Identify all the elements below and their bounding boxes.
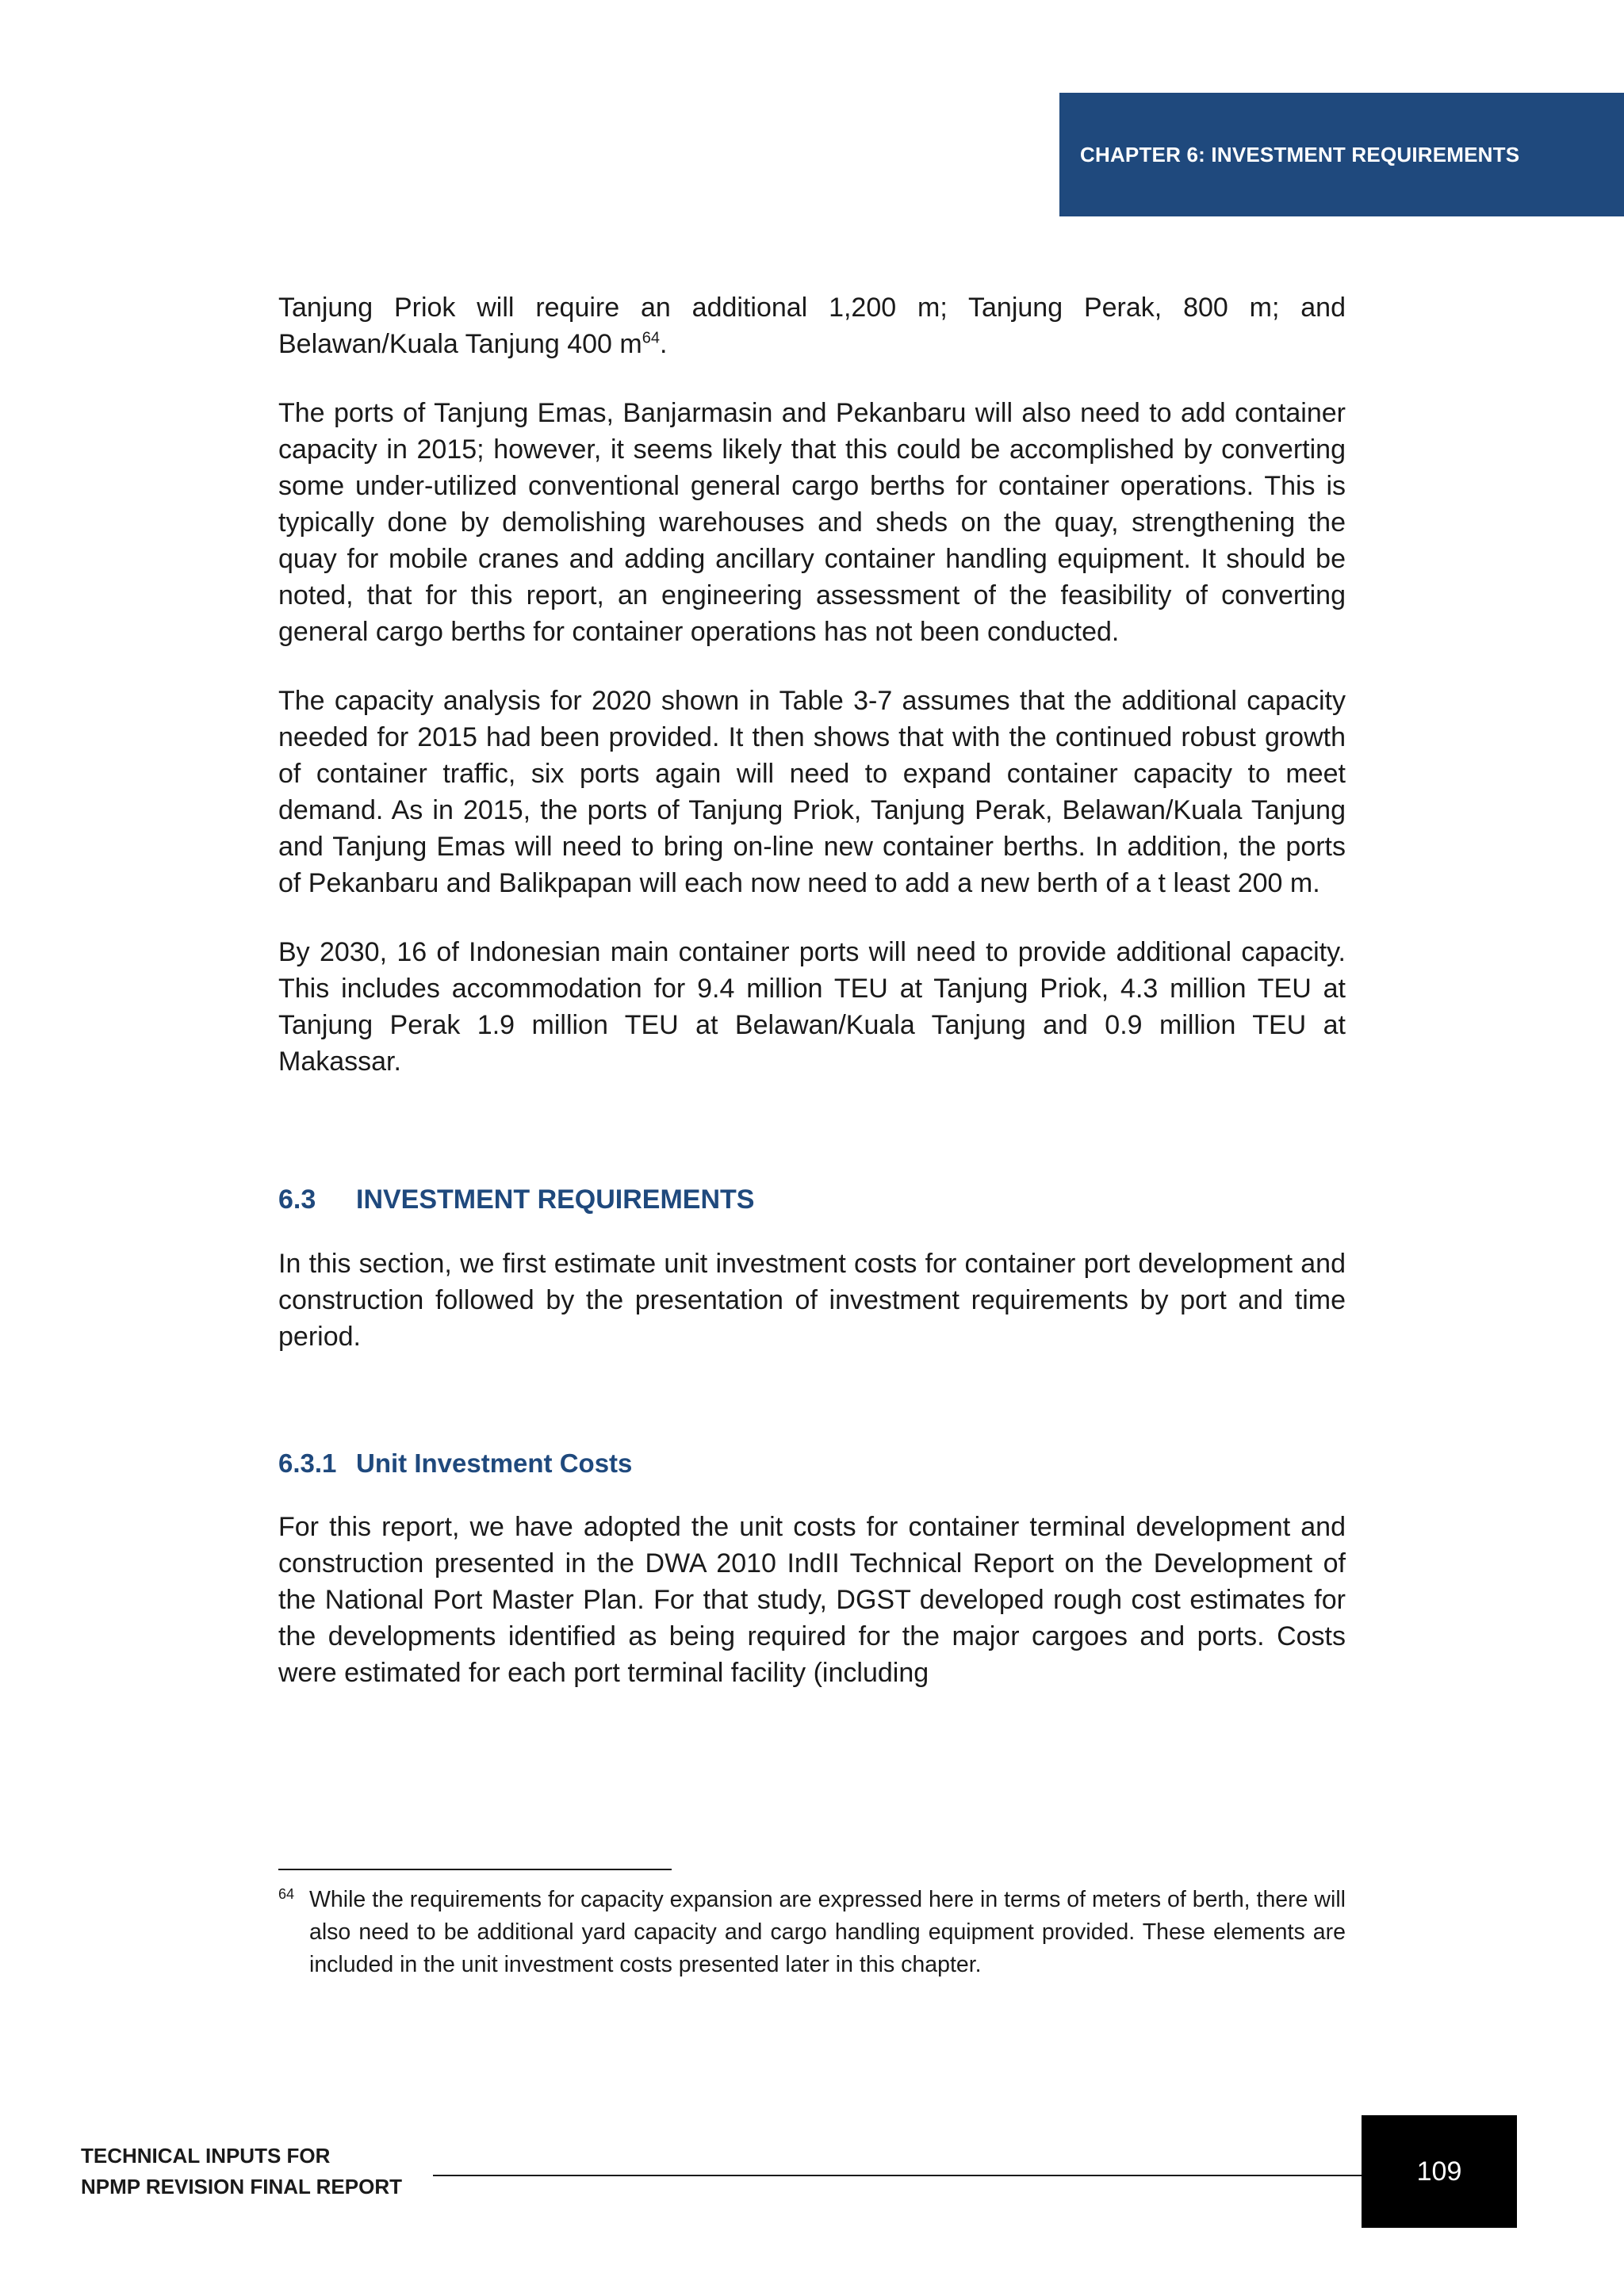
page-number: 109 <box>1416 2156 1462 2187</box>
footnote-separator <box>278 1869 672 1870</box>
footnote-text: While the requirements for capacity expansion are expressed here in terms of meters of berth, there will also need to be additional yard capacity and cargo handling equipment provided. These elements are included in the unit investment costs presented later in this chapter. <box>309 1887 1346 1977</box>
paragraph-capacity-2030: By 2030, 16 of Indonesian main container ports will need to provide additional capacity. This includes accommodation for 9.4 million TEU at Tanjung Priok, 4.3 million TEU at Tanjung Perak 1.9 million TEU at Belawan/Kuala Tanjung and 0.9 million TEU at Makassar. <box>278 937 1346 1077</box>
chapter-header-banner <box>1059 93 1624 216</box>
footer-report-line-2: NPMP REVISION FINAL REPORT <box>81 2175 402 2198</box>
section-number: 6.3 <box>278 1184 316 1215</box>
subsection-number: 6.3.1 <box>278 1448 337 1478</box>
footer-report-line-1: TECHNICAL INPUTS FOR <box>81 2144 331 2168</box>
chapter-title: CHAPTER 6: INVESTMENT REQUIREMENTS <box>1080 142 1520 166</box>
page-number-box <box>1362 2115 1517 2228</box>
subsection-title: Unit Investment Costs <box>356 1448 633 1478</box>
section-heading <box>278 1184 1346 1215</box>
paragraph-capacity-analysis-2020: The capacity analysis for 2020 shown in Table 3-7 assumes that the additional capacity needed for 2015 had been provided. It then shows that with the continued robust growth of container traffic, six ports again will need to expand container capacity to meet demand. As in 2015, the ports of Tanjung Priok, Tanjung Perak, Belawan/Kuala Tanjung and Tanjung Emas will need to bring on-line new container berths. In addition, the ports of Pekanbaru and Balikpapan will each now need to add a new berth of a t least 200 m. <box>278 686 1346 898</box>
paragraph-unit-costs: For this report, we have adopted the unit costs for container terminal development and construction presented in the DWA 2010 IndII Technical Report on the Development of the National Port Master Plan. For that study, DGST developed rough cost estimates for the developments identified as being required for the major cargoes and ports. Costs were estimated for each port terminal facility (including <box>278 1512 1346 1688</box>
footer-report-title <box>81 2141 402 2202</box>
paragraph-section-intro: In this section, we first estimate unit investment costs for container port development and construction followed by the presentation of investment requirements by port and time period. <box>278 1249 1346 1352</box>
paragraph-container-capacity-2015: The ports of Tanjung Emas, Banjarmasin and Pekanbaru will also need to add container capacity in 2015; however, it seems likely that this could be accomplished by converting some under-utilized conventional general cargo berths for container operations. This is typically done by demolishing warehouses and sheds on the quay, strengthening the quay for mobile cranes and adding ancillary container handling equipment. It should be noted, that for this report, an engineering assessment of the feasibility of converting general cargo berths for container operations has not been conducted. <box>278 398 1346 647</box>
section-title: INVESTMENT REQUIREMENTS <box>356 1184 755 1215</box>
footnote-reference-64[interactable]: 64 <box>642 329 660 347</box>
footnote-64: $^{64}$ While the requirements for capacity expansion are expressed here in terms of meters of berth, there will also need to be additional yard capacity and cargo handling equipment provided. These elements are included in the unit investment costs presented later in this chapter. <box>278 1886 1346 1977</box>
paragraph-berth-requirements: Tanjung Priok will require an additional 1,200 m; Tanjung Perak, 800 m; and Belawan/Kuala Tanjung 400 $m^{64}$. <box>278 293 1346 359</box>
main-content <box>278 289 1346 1691</box>
footer-divider <box>433 2175 1362 2176</box>
subsection-heading <box>278 1448 1346 1479</box>
